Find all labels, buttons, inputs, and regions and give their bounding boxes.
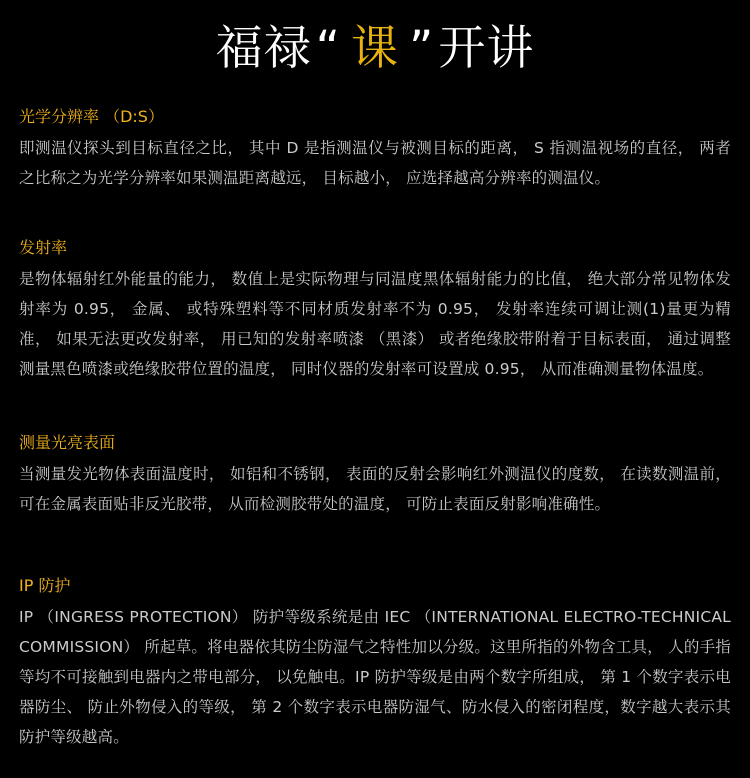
page-title [0, 18, 750, 80]
section-emissivity [19, 238, 731, 384]
section-ip-protection [19, 576, 731, 752]
section-heading: 测量光亮表面 [19, 433, 116, 452]
close-quote: ” [409, 21, 435, 76]
section-body: 即测温仪探头到目标直径之比， 其中 D 是指测温仪与被测目标的距离， S 指测温视场的直径， 两者之比称之为光学分辨率如果测温距离越远， 目标越小， 应选择越高分辨率的测温仪。 [19, 139, 731, 187]
title-part-1: 福禄 [215, 21, 312, 76]
title-highlight: 课 [351, 21, 399, 76]
section-body: 当测量发光物体表面温度时， 如铝和不锈钢， 表面的反射会影响红外测温仪的度数， 在读数测温前， 可在金属表面贴非反光胶带， 从而检测胶带处的温度， 可防止表面反射影响准确性。 [19, 465, 731, 513]
open-quote: “ [315, 21, 341, 76]
section-body: IP （INGRESS PROTECTION） 防护等级系统是由 IEC （INTERNATIONAL ELECTRO-TECHNICAL COMMISSION） 所起草。将电器依其防尘防湿气之特性加以分级。这里所指的外物含工具， 人的手指等均不可接触到电器内之带电部分， 以免触电。IP 防护等级是由两个数字所组成， 第 1 个数字表示电器防尘、 防止外物侵入的等级， 第 2 个数字表示电器防湿气、防水侵入的密闭程度，数字越大表示其防护等级越高。 [19, 608, 731, 746]
section-heading: 发射率 [19, 238, 68, 257]
title-part-2: 开讲 [438, 21, 535, 76]
section-heading: 光学分辨率 （D:S） [19, 107, 164, 126]
section-body: 是物体辐射红外能量的能力， 数值上是实际物理与同温度黑体辐射能力的比值， 绝大部分常见物体发射率为 0.95， 金属、 或特殊塑料等不同材质发射率不为 0.95， 发射率连续可调让测(1)量更为精准， 如果无法更改发射率， 用已知的发射率喷漆 （黑漆） 或者绝缘胶带附着于目标表面， 通过调整测量黑色喷漆或绝缘胶带位置的温度， 同时仪器的发射率可设置成 0.95， 从而准确测量物体温度。 [19, 270, 731, 378]
section-optical-resolution [19, 107, 731, 193]
section-heading: IP 防护 [19, 576, 71, 595]
section-shiny-surface [19, 433, 731, 519]
